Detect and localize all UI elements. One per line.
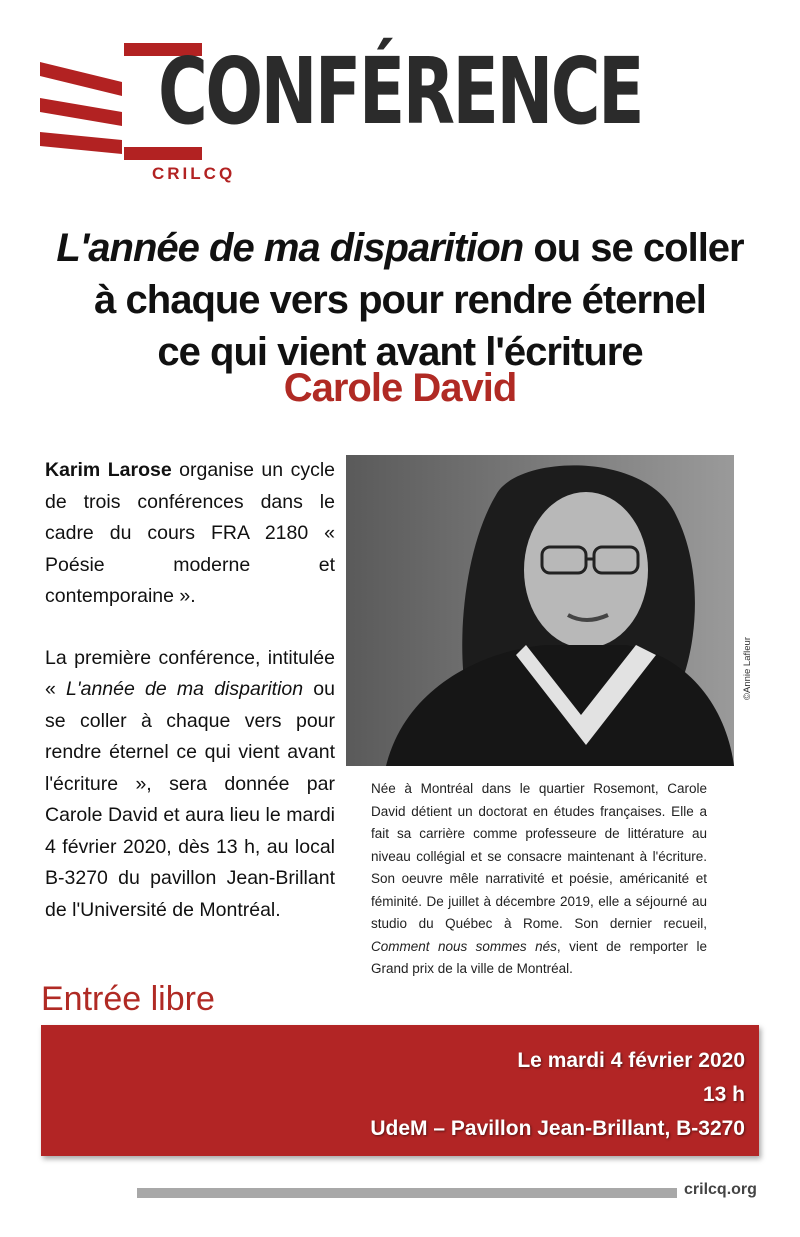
speaker-bio (371, 778, 707, 981)
title-line-1-rest: ou se coller (523, 226, 744, 270)
intro-text (45, 455, 335, 956)
intro-paragraph-1 (45, 455, 335, 613)
speaker-photo (346, 455, 734, 766)
conference-title (40, 222, 760, 378)
photo-credit: ©Annie Lafleur (742, 637, 753, 700)
free-entry-label: Entrée libre (41, 980, 215, 1018)
website-link[interactable]: crilcq.org (684, 1181, 757, 1198)
event-details-box (41, 1025, 759, 1156)
title-line-3: ce qui vient avant l'écriture (157, 330, 643, 374)
intro-p2-italic: L'année de ma disparition (66, 678, 304, 700)
speaker-name: Carole David (283, 366, 517, 410)
intro-p2-b: ou se coller à chaque vers pour rendre éternel ce qui vient avant l'écriture », sera donnée par Carole David et aura lieu le mardi 4 février 2020, dès 13 h, au local B-3270 du pavillon Jean-Brillant de l'Université de Montréal. (45, 678, 335, 921)
intro-paragraph-2 (45, 643, 335, 927)
title-line-1 (40, 222, 760, 274)
organizer-name: Karim Larose (45, 459, 172, 481)
portrait-illustration (346, 455, 734, 766)
intro-p1-text: organise un cycle de trois conférences dans le cadre du cours FRA 2180 « Poésie moderne et contemporaine ». (45, 459, 335, 607)
intro-p2-a: La première conférence, intitulée « (45, 646, 335, 700)
title-line-2: à chaque vers pour rendre éternel (94, 278, 706, 322)
bio-book-title: Comment nous sommes nés (371, 938, 557, 954)
logo-org: CRILCQ (152, 164, 236, 183)
bio-text-a: Née à Montréal dans le quartier Rosemont, Carole David détient un doctorat en études françaises. Elle a fait sa carrière comme professeure de littérature au niveau collégial et se consacre maintenant à l'écriture. Son oeuvre mêle narrativité et poésie, américanité et féminité. De juillet à décembre 2019, elle a séjourné au studio du Québec à Rome. Son dernier recueil, (371, 781, 707, 931)
crilcq-logo (40, 38, 643, 190)
bio-text-b: , vient de remporter le Grand prix de la ville de Montréal. (371, 938, 707, 976)
logo-chevron-icon (40, 60, 155, 170)
event-time: 13 h (702, 1083, 745, 1106)
event-date: Le mardi 4 février 2020 (517, 1049, 745, 1072)
logo-word: CONFÉRENCE (158, 38, 643, 145)
title-book: L'année de ma disparition (56, 226, 524, 270)
footer-divider (137, 1188, 677, 1198)
event-location: UdeM – Pavillon Jean-Brillant, B-3270 (370, 1117, 745, 1140)
